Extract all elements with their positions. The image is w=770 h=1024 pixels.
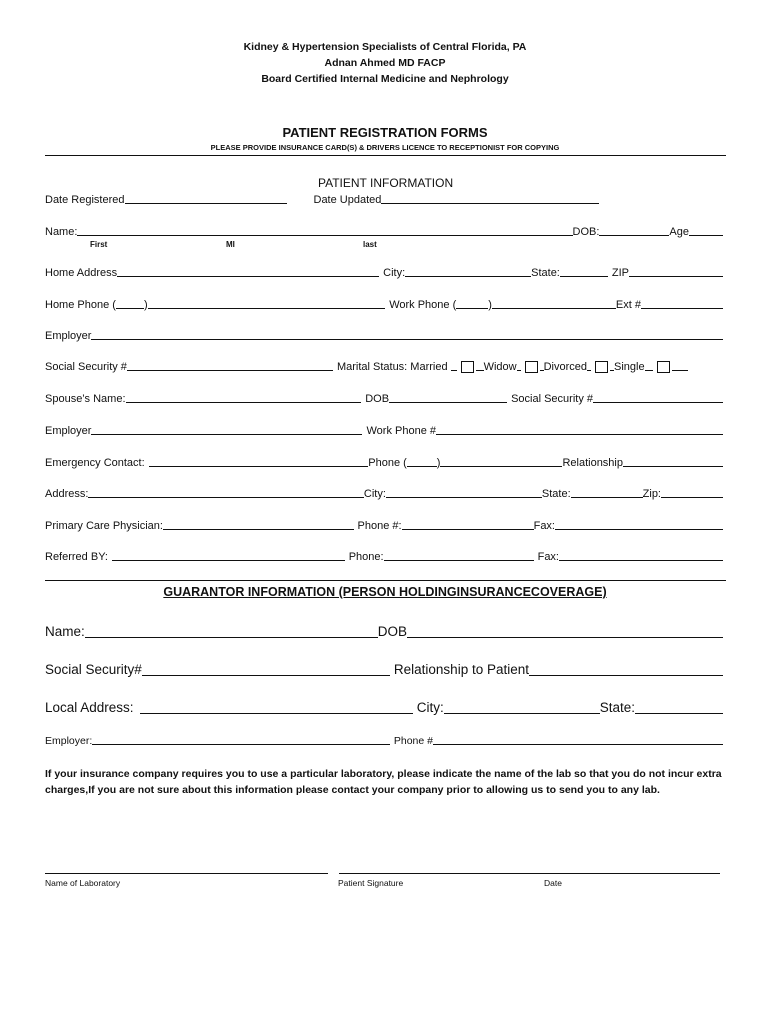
referred-by-field[interactable]	[112, 560, 345, 561]
guarantor-phone-label: Phone #	[393, 735, 433, 747]
signature-field[interactable]	[339, 873, 720, 874]
divorced-checkbox[interactable]	[595, 361, 608, 373]
dob-label: DOB:	[572, 226, 600, 238]
relationship-label: Relationship	[562, 457, 623, 469]
spouse-ssn-field[interactable]	[593, 402, 723, 403]
marital-label: Marital Status: Married	[336, 361, 448, 373]
home-phone-field[interactable]	[148, 308, 386, 309]
row-spouse	[45, 391, 723, 405]
ext-field[interactable]	[641, 308, 723, 309]
age-label: Age	[669, 226, 689, 238]
guarantor-employer-field[interactable]	[92, 744, 390, 745]
last-sublabel: last	[363, 240, 377, 249]
address-field[interactable]	[88, 497, 363, 498]
single-checkbox[interactable]	[657, 361, 670, 373]
pcp-label: Primary Care Physician:	[45, 520, 163, 532]
row-ssn-marital	[45, 359, 723, 373]
referred-fax-label: Fax:	[537, 551, 559, 563]
spouse-ssn-label: Social Security #	[511, 393, 593, 405]
address-city-field[interactable]	[386, 497, 542, 498]
date-updated-field[interactable]	[381, 203, 599, 204]
emergency-contact-field[interactable]	[149, 466, 369, 467]
single-label: Single	[614, 361, 645, 373]
work-phone-hash-label: Work Phone #	[366, 425, 436, 437]
pcp-fax-label: Fax:	[533, 520, 555, 532]
zip-label: ZIP	[611, 267, 629, 279]
page-title: PATIENT REGISTRATION FORMS	[282, 125, 488, 140]
employer-field[interactable]	[91, 339, 723, 340]
pcp-phone-field[interactable]	[402, 529, 534, 530]
blank	[517, 370, 521, 371]
home-address-field[interactable]	[117, 276, 379, 277]
row-pcp	[45, 518, 723, 532]
guarantor-state-field[interactable]	[635, 713, 723, 714]
ssn-label: Social Security #	[45, 361, 127, 373]
practice-name: Kidney & Hypertension Specialists of Central Florida, PA	[243, 41, 527, 53]
row-employer	[45, 328, 723, 342]
instruction: PLEASE PROVIDE INSURANCE CARD(S) & DRIVERS LICENCE TO RECEPTIONIST FOR COPYING	[210, 143, 560, 152]
employer-label: Employer	[45, 330, 92, 342]
address-zip-label: Zip:	[642, 488, 661, 500]
spouse-work-phone-field[interactable]	[436, 434, 723, 435]
guarantor-section-title: GUARANTOR INFORMATION (PERSON HOLDINGINSURANCECOVERAGE)	[163, 585, 607, 599]
address-city-label: City:	[363, 488, 386, 500]
divorced-label: Divorced	[543, 361, 588, 373]
blank	[645, 370, 653, 371]
guarantor-city-label: City:	[416, 700, 444, 715]
guarantor-address-label: Local Address:	[45, 700, 134, 715]
guarantor-state-label: State:	[599, 700, 635, 715]
referred-phone-label: Phone:	[348, 551, 384, 563]
spouse-employer-field[interactable]	[91, 434, 362, 435]
blank	[587, 370, 591, 371]
patient-section-title: PATIENT INFORMATION	[318, 176, 454, 190]
lab-note: If your insurance company requires you to use a particular laboratory, please indicate the name of the lab so that you do not incur extra charges,If you are not sure about this information please contact your company prior to allowing us to send you to any lab.	[45, 768, 722, 796]
row-guarantor-ssn	[45, 660, 723, 678]
city-label: City:	[383, 267, 406, 279]
referred-by-label: Referred BY:	[45, 551, 108, 563]
married-checkbox[interactable]	[461, 361, 474, 373]
guarantor-relationship-label: Relationship to Patient	[393, 662, 529, 677]
guarantor-ssn-label: Social Security#	[45, 662, 142, 677]
doctor-name: Adnan Ahmed MD FACP	[324, 57, 446, 69]
specialty: Board Certified Internal Medicine and Nephrology	[261, 73, 509, 85]
emergency-phone-field[interactable]	[440, 466, 562, 467]
age-field[interactable]	[689, 235, 723, 236]
referred-phone-field[interactable]	[384, 560, 534, 561]
row-guarantor-name	[45, 622, 723, 640]
row-guarantor-employer	[45, 733, 723, 747]
home-address-label: Home Address	[45, 267, 118, 279]
lab-name-label: Name of Laboratory	[45, 878, 121, 888]
work-phone-field[interactable]	[492, 308, 616, 309]
mi-sublabel: MI	[226, 240, 235, 249]
address-zip-field[interactable]	[661, 497, 723, 498]
referred-fax-field[interactable]	[559, 560, 723, 561]
spouse-dob-field[interactable]	[389, 402, 507, 403]
city-field[interactable]	[405, 276, 531, 277]
emergency-contact-label: Emergency Contact:	[45, 457, 145, 469]
address-label: Address:	[45, 488, 89, 500]
spouse-name-label: Spouse’s Name:	[45, 393, 126, 405]
pcp-field[interactable]	[163, 529, 354, 530]
signature-label: Patient Signature	[338, 878, 404, 888]
emergency-phone-label: Phone (	[368, 457, 407, 469]
pcp-phone-label: Phone #:	[357, 520, 402, 532]
state-field[interactable]	[560, 276, 608, 277]
row-dates	[45, 192, 723, 206]
spouse-dob-label: DOB	[365, 393, 390, 405]
guarantor-ssn-field[interactable]	[142, 675, 390, 676]
state-label: State:	[531, 267, 560, 279]
name-field[interactable]	[77, 235, 572, 236]
guarantor-relationship-field[interactable]	[529, 675, 723, 676]
paren-close: )	[143, 299, 148, 311]
first-sublabel: First	[90, 240, 108, 249]
date-registered-field[interactable]	[125, 203, 287, 204]
lab-name-field[interactable]	[45, 873, 328, 874]
paren-close: )	[488, 299, 492, 311]
row-phones	[45, 297, 723, 311]
guarantor-dob-field[interactable]	[407, 637, 723, 638]
row-guarantor-address	[45, 698, 723, 716]
date-updated-label: Date Updated	[313, 194, 382, 206]
guarantor-address-field[interactable]	[140, 713, 413, 714]
guarantor-employer-label: Employer:	[45, 735, 93, 747]
header-rule	[45, 155, 726, 156]
guarantor-dob-label: DOB	[377, 624, 407, 639]
row-home-address	[45, 265, 723, 279]
dob-field[interactable]	[599, 235, 669, 236]
row-emergency	[45, 455, 723, 469]
guarantor-phone-field[interactable]	[433, 744, 723, 745]
blank	[451, 370, 457, 371]
emergency-phone-area-field[interactable]	[407, 466, 437, 467]
blank	[476, 370, 484, 371]
pcp-fax-field[interactable]	[555, 529, 723, 530]
work-phone-label: Work Phone (	[389, 299, 457, 311]
blank	[672, 370, 688, 371]
relationship-field[interactable]	[623, 466, 723, 467]
ssn-field[interactable]	[127, 370, 333, 371]
home-phone-label: Home Phone (	[45, 299, 116, 311]
date-registered-label: Date Registered	[45, 194, 125, 206]
work-phone-area-field[interactable]	[456, 308, 488, 309]
spouse-employer-label: Employer	[45, 425, 92, 437]
zip-field[interactable]	[629, 276, 723, 277]
widow-label: Widow	[483, 361, 517, 373]
row-referred	[45, 549, 723, 563]
ext-label: Ext #	[615, 299, 641, 311]
date-label: Date	[544, 878, 562, 888]
row-address	[45, 486, 723, 500]
paren-close: )	[436, 457, 441, 469]
address-state-field[interactable]	[571, 497, 643, 498]
home-phone-area-field[interactable]	[116, 308, 144, 309]
guarantor-name-field[interactable]	[85, 637, 378, 638]
row-employer-2	[45, 423, 723, 437]
name-label: Name:	[45, 226, 78, 238]
section-rule	[45, 580, 726, 581]
widow-checkbox[interactable]	[525, 361, 538, 373]
row-name	[45, 224, 723, 238]
spouse-name-field[interactable]	[126, 402, 362, 403]
address-state-label: State:	[541, 488, 571, 500]
guarantor-city-field[interactable]	[444, 713, 600, 714]
guarantor-name-label: Name:	[45, 624, 85, 639]
